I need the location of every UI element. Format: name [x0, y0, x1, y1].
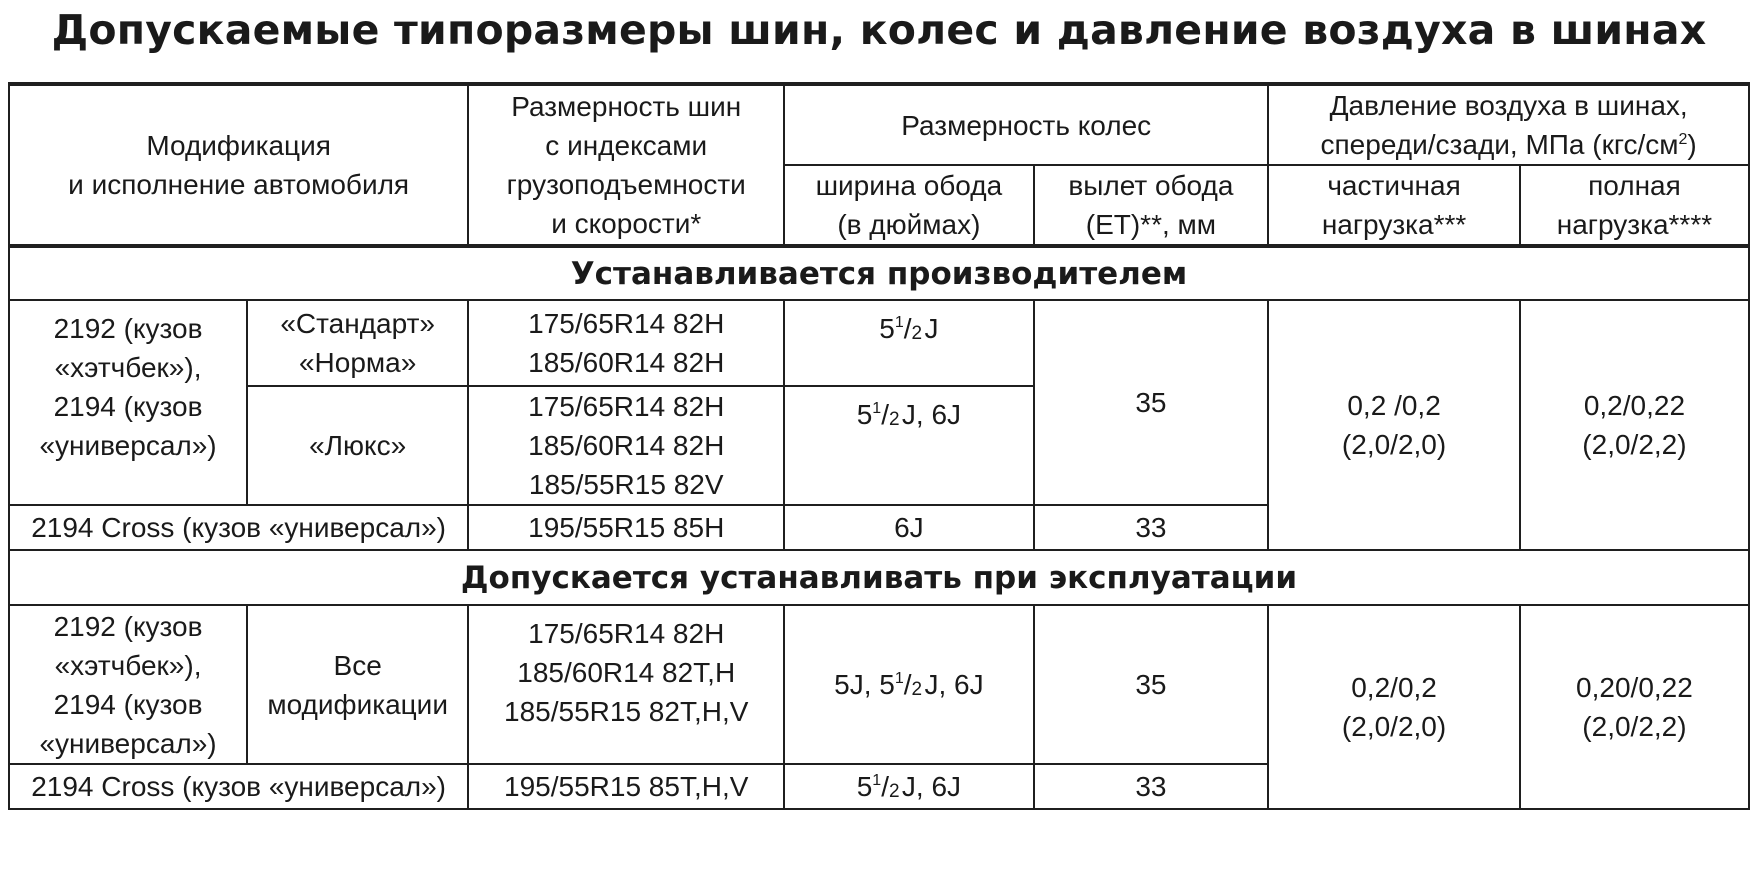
- factory-rim-standard: [784, 300, 1033, 386]
- factory-model-line2: «хэтчбек»),: [54, 352, 202, 383]
- header-row-1: [9, 84, 1749, 165]
- rim-denominator: 2: [911, 323, 923, 344]
- operation-trim-line1: Все: [333, 649, 382, 681]
- factory-full-line2: (2,0/2,2): [1582, 429, 1687, 460]
- operation-cross-rim-value: $5^1/_2$ J, 6J: [856, 771, 962, 802]
- rim-numerator: 1: [872, 400, 882, 417]
- factory-tires-standard-line2: 185/60R14 82H: [528, 347, 725, 378]
- operation-tires-line3: 185/55R15 82T,H,V: [504, 696, 749, 727]
- operation-cross-offset: 33: [1034, 764, 1269, 809]
- section-operation-row: [9, 550, 1749, 605]
- factory-tires-lux: [468, 386, 784, 505]
- operation-partial-pressure: [1268, 605, 1520, 809]
- header-pressure-line2-text: спереди/сзади, МПа (кгс/см: [1320, 129, 1679, 160]
- rim-suffix: J, 6J: [901, 399, 962, 430]
- operation-partial-line2: (2,0/2,0): [1341, 711, 1447, 742]
- factory-trim-standard-line2: «Норма»: [298, 347, 417, 378]
- header-tire-size-line1: Размерность шин: [511, 91, 742, 122]
- table-row: [9, 605, 1749, 764]
- header-modification: [9, 84, 468, 246]
- operation-cross-model: 2194 Cross (кузов «универсал»): [9, 764, 468, 809]
- rim-denominator: 2: [888, 781, 900, 802]
- factory-rim-standard-value: $5^1/_2$ J: [879, 313, 939, 344]
- factory-rim-lux: [784, 386, 1033, 505]
- rim-whole: 5: [879, 313, 895, 344]
- rim-suffix: J, 6J: [901, 771, 962, 802]
- factory-model-line4: «универсал»): [39, 430, 217, 461]
- factory-cross-offset: 33: [1034, 505, 1269, 550]
- factory-tires-standard-line1: 175/65R14 82H: [528, 308, 725, 339]
- rim-whole: 5: [856, 771, 873, 802]
- rim-suffix: J: [924, 313, 939, 344]
- header-rim-width-line2: (в дюймах): [837, 209, 981, 240]
- factory-tires-lux-line3: 185/55R15 82V: [528, 469, 724, 500]
- operation-cross-tires: 195/55R15 85T,H,V: [468, 764, 784, 809]
- operation-offset: 35: [1034, 605, 1269, 764]
- header-pressure-line2: [1273, 125, 1744, 164]
- rim-numerator: 1: [894, 314, 904, 331]
- operation-model: [9, 605, 247, 764]
- factory-full-pressure: [1520, 300, 1749, 550]
- rim-denominator: 2: [888, 409, 900, 430]
- rim-whole: 5: [856, 399, 873, 430]
- factory-offset: 35: [1034, 300, 1269, 505]
- factory-partial-line1: 0,2 /0,2: [1347, 390, 1441, 421]
- header-modification-line2: и исполнение автомобиля: [68, 169, 410, 200]
- operation-rim: [784, 605, 1033, 764]
- header-pressure-sup: 2: [1678, 131, 1688, 148]
- operation-tires-line1: 175/65R14 82H: [528, 618, 725, 649]
- header-rim-offset-line2: (ET)**, мм: [1085, 209, 1217, 240]
- header-full-line2: нагрузка****: [1556, 209, 1713, 240]
- header-tire-size-line2: с индексами: [545, 130, 708, 161]
- operation-full-line1: 0,20/0,22: [1576, 672, 1693, 703]
- operation-tires-line2: 185/60R14 82T,H: [517, 657, 736, 688]
- section-operation-title: Допускается устанавливать при эксплуатации: [9, 550, 1749, 605]
- header-pressure-close: ): [1687, 129, 1697, 160]
- factory-model-line3: 2194 (кузов: [53, 391, 203, 422]
- operation-tires: [468, 605, 784, 764]
- rim-prefix: 5J, 5: [834, 669, 895, 700]
- operation-model-line1: 2192 (кузов: [53, 610, 203, 642]
- operation-model-line4: «универсал»): [39, 727, 217, 759]
- header-partial-load: [1268, 165, 1520, 246]
- header-rim-offset: [1034, 165, 1269, 246]
- factory-full-line1: 0,2/0,22: [1583, 390, 1686, 421]
- rim-denominator: 2: [911, 679, 923, 700]
- factory-model-line1: 2192 (кузов: [53, 313, 203, 344]
- header-tire-size: [468, 84, 784, 246]
- factory-cross-tires: 195/55R15 85H: [468, 505, 784, 550]
- operation-model-line2: «хэтчбек»),: [54, 649, 202, 681]
- factory-rim-lux-value: $5^1/_2$ J, 6J: [856, 399, 962, 430]
- operation-partial-line1: 0,2/0,2: [1351, 672, 1437, 703]
- factory-trim-standard-line1: «Стандарт»: [280, 308, 435, 339]
- header-full-line1: полная: [1588, 170, 1681, 201]
- header-tire-size-line3: грузоподъемности: [506, 169, 746, 200]
- header-partial-line2: нагрузка***: [1321, 209, 1467, 240]
- section-factory-row: [9, 246, 1749, 300]
- factory-trim-standard: [247, 300, 468, 386]
- factory-partial-line2: (2,0/2,0): [1341, 429, 1447, 460]
- factory-cross-rim: 6J: [784, 505, 1033, 550]
- rim-suffix: J, 6J: [924, 669, 984, 700]
- header-pressure: [1268, 84, 1749, 165]
- section-factory-title: Устанавливается производителем: [9, 246, 1749, 300]
- factory-cross-model: 2194 Cross (кузов «универсал»): [9, 505, 468, 550]
- operation-trim-line2: модификации: [267, 688, 448, 720]
- factory-tires-standard: [468, 300, 784, 386]
- operation-trim: [247, 605, 468, 764]
- header-full-load: [1520, 165, 1749, 246]
- factory-tires-lux-line2: 185/60R14 82H: [528, 430, 725, 461]
- operation-rim-value: 5J, $5^1/_2$ J, 6J: [834, 669, 984, 700]
- header-partial-line1: частичная: [1327, 170, 1461, 201]
- factory-trim-lux: «Люкс»: [247, 386, 468, 505]
- factory-tires-lux-line1: 175/65R14 82H: [528, 391, 725, 422]
- header-wheel-size: Размерность колес: [784, 84, 1268, 165]
- header-tire-size-line4: и скорости*: [551, 208, 702, 239]
- factory-partial-pressure: [1268, 300, 1520, 550]
- tire-spec-table: [8, 82, 1750, 810]
- table-row: [9, 300, 1749, 386]
- operation-cross-rim: [784, 764, 1033, 809]
- factory-model: [9, 300, 247, 505]
- rim-numerator: 1: [894, 670, 904, 687]
- header-rim-width-line1: ширина обода: [815, 170, 1003, 201]
- header-pressure-line1: Давление воздуха в шинах,: [1329, 90, 1688, 121]
- header-modification-line1: Модификация: [146, 130, 331, 161]
- rim-numerator: 1: [872, 772, 882, 789]
- operation-full-pressure: [1520, 605, 1749, 809]
- operation-full-line2: (2,0/2,2): [1582, 711, 1687, 742]
- header-rim-width: [784, 165, 1033, 246]
- page-title: Допускаемые типоразмеры шин, колес и давление воздуха в шинах: [51, 6, 1707, 54]
- header-rim-offset-line1: вылет обода: [1068, 170, 1234, 201]
- operation-model-line3: 2194 (кузов: [53, 688, 203, 720]
